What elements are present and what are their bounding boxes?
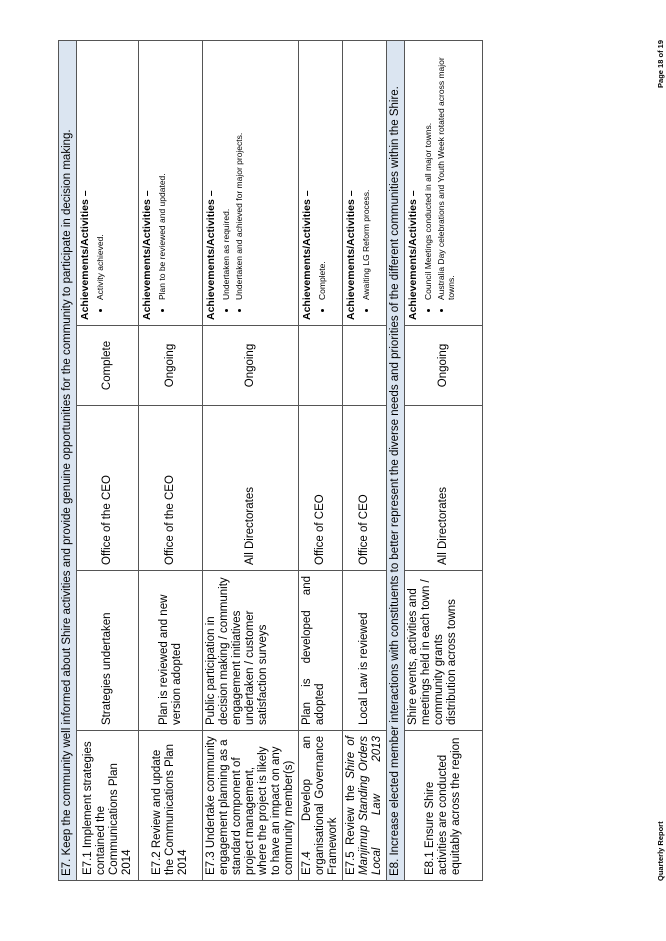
local-law-title: Shire of Manjimup Standing Orders Local Law 2013 <box>345 735 383 875</box>
section-title-e7: E7. Keep the community well informed about Shire activities and provide genuine opportunities for the community to participate in decision making. <box>59 41 77 881</box>
achievements-title: Achievements/Activities – <box>205 190 217 320</box>
action-cell: E7.4 Develop an organisational Governance Framework <box>299 731 343 881</box>
achievements-list <box>221 46 244 320</box>
achievements-cell <box>299 41 343 326</box>
section-header-row <box>59 41 77 881</box>
responsibility-cell: Office of the CEO <box>139 406 203 571</box>
responsibility-cell: All Directorates <box>203 406 299 571</box>
measure-cell: Local Law is reviewed <box>343 571 387 731</box>
status-cell <box>299 326 343 406</box>
measure-cell: Public participation in decision making / community engagement initiatives undertaken / customer satisfaction surveys <box>203 571 299 731</box>
action-cell: E7.3 Undertake community engagement planning as a standard component of project management, where the project is likely to have an impact on any community member(s) <box>203 731 299 881</box>
status-cell: Ongoing <box>203 326 299 406</box>
table-row <box>405 41 483 881</box>
table-row <box>77 41 139 881</box>
responsibility-cell: Office of CEO <box>299 406 343 571</box>
achievements-title: Achievements/Activities – <box>301 190 313 320</box>
achievements-list <box>95 46 105 320</box>
status-cell: Ongoing <box>139 326 203 406</box>
action-cell: E8.1 Ensure Shire activities are conducted equitably across the region <box>405 731 483 881</box>
table-row <box>343 41 387 881</box>
list-item: • Australia Day celebrations and Youth Week rotated across major towns. <box>436 46 456 300</box>
section-title-e8: E8. Increase elected member interactions with constituents to better represent the diverse needs and priorities of the different communities within the Shire. <box>387 41 405 881</box>
measure-cell: Plan is developed and adopted <box>299 571 343 731</box>
action-cell: E7.1 Implement strategies contained the Communications Plan 2014 <box>77 731 139 881</box>
achievements-list <box>361 46 371 320</box>
footer-page-number: Page 18 of 19 <box>656 40 665 88</box>
achievements-cell <box>203 41 299 326</box>
achievements-title: Achievements/Activities – <box>79 190 91 320</box>
achievements-list <box>317 46 327 320</box>
achievements-cell <box>405 41 483 326</box>
list-item: • Awaiting LG Reform process. <box>361 46 371 300</box>
achievements-title: Achievements/Activities – <box>407 190 419 320</box>
responsibility-cell: Office of CEO <box>343 406 387 571</box>
list-item: • Complete. <box>317 46 327 300</box>
list-item: • Plan to be reviewed and updated. <box>157 46 167 300</box>
achievements-title: Achievements/Activities – <box>141 190 153 320</box>
status-cell <box>343 326 387 406</box>
list-item: • Undertaken and achieved for major projects. <box>234 46 244 300</box>
report-table <box>58 40 483 881</box>
list-item: • Activity achieved. <box>95 46 105 300</box>
table-row <box>139 41 203 881</box>
status-cell: Ongoing <box>405 326 483 406</box>
action-cell: E7.2 Review and update the Communications Plan 2014 <box>139 731 203 881</box>
responsibility-cell: All Directorates <box>405 406 483 571</box>
table-row <box>299 41 343 881</box>
achievements-cell <box>343 41 387 326</box>
achievements-list <box>157 46 167 320</box>
footer-report-title: Quarterly Report <box>656 821 665 881</box>
status-cell: Complete <box>77 326 139 406</box>
responsibility-cell: Office of the CEO <box>77 406 139 571</box>
list-item: • Council Meetings conducted in all major towns. <box>423 46 433 300</box>
achievements-cell <box>77 41 139 326</box>
achievements-title: Achievements/Activities – <box>345 190 357 320</box>
table-row <box>203 41 299 881</box>
achievements-cell <box>139 41 203 326</box>
measure-cell: Shire events, activities and meetings held in each town / community grants distribution across towns <box>405 571 483 731</box>
measure-cell: Plan is reviewed and new version adopted <box>139 571 203 731</box>
section-header-row <box>387 41 405 881</box>
list-item: • Undertaken as required. <box>221 46 231 300</box>
measure-cell: Strategies undertaken <box>77 571 139 731</box>
action-cell <box>343 731 387 881</box>
action-prefix: E7.5 Review the <box>345 778 357 875</box>
achievements-list <box>423 46 456 320</box>
